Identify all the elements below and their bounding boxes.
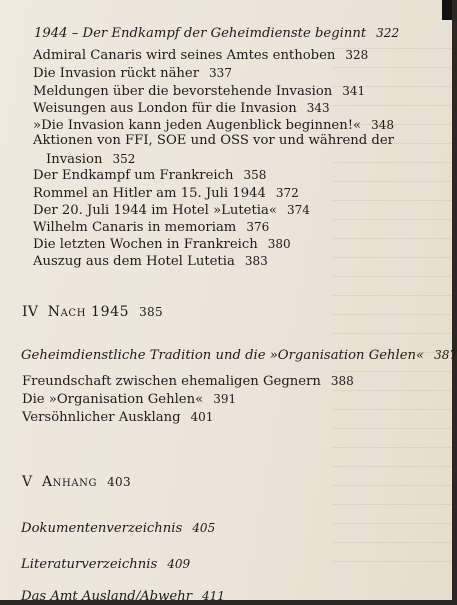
toc-entry: Auszug aus dem Hotel Lutetia 383 [33,254,268,269]
subheading-organisation-gehlen: Geheimdienstliche Tradition und die »Organisation Gehlen« 387 [21,348,457,363]
toc-entry: Meldungen über die bevorstehende Invasion 341 [33,84,366,99]
toc-entry: Die »Organisation Gehlen« 391 [22,392,237,407]
toc-entry: Aktionen von FFI, SOE und OSS vor und während der [33,133,394,148]
toc-entry: Das Amt Ausland/Abwehr 411 [21,589,225,604]
toc-entry: Weisungen aus London für die Invasion 343 [33,101,330,116]
toc-entry-continuation: Invasion 352 [46,152,136,167]
section-heading-1944: 1944 – Der Endkampf der Geheimdienste beginnt 322 [34,26,400,41]
page-edge-shadow [442,0,452,20]
part-heading-iv: IV Nach 1945 385 [22,304,163,320]
toc-entry: Der Endkampf um Frankreich 358 [33,168,267,183]
toc-entry: »Die Invasion kann jeden Augenblick beginnen!« 348 [33,118,395,133]
toc-entry: Versöhnlicher Ausklang 401 [22,410,214,425]
toc-entry: Rommel an Hitler am 15. Juli 1944 372 [33,186,299,201]
bleed-through-text [332,30,452,570]
toc-entry: Wilhelm Canaris in memoriam 376 [33,220,270,235]
toc-entry: Admiral Canaris wird seines Amtes enthoben 328 [33,48,369,63]
toc-entry: Die Invasion rückt näher 337 [33,66,232,81]
toc-entry: Freundschaft zwischen ehemaligen Gegnern 388 [22,374,354,389]
toc-entry: Literaturverzeichnis 409 [21,557,191,572]
toc-entry: Die letzten Wochen in Frankreich 380 [33,237,291,252]
toc-entry: Der 20. Juli 1944 im Hotel »Lutetia« 374 [33,203,310,218]
toc-entry: Dokumentenverzeichnis 405 [21,521,216,536]
part-heading-v: V Anhang 403 [22,474,131,490]
